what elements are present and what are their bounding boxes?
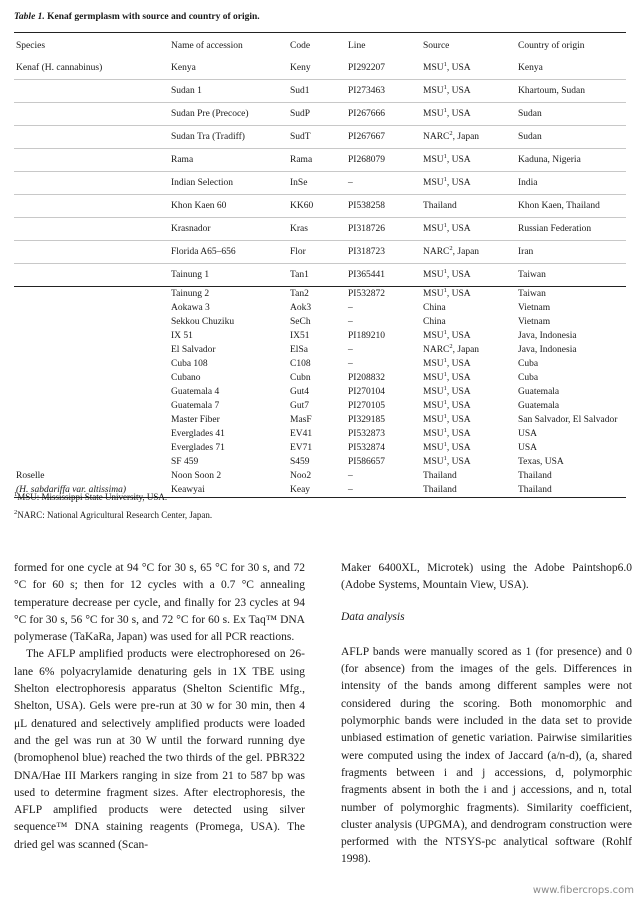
table-row	[14, 441, 626, 455]
name-cell: Rama	[169, 149, 288, 172]
species-cell	[14, 343, 169, 357]
code-cell: MasF	[290, 415, 312, 425]
country-cell: Khon Kaen, Thailand	[516, 195, 626, 218]
line-cell: PI292207	[346, 57, 421, 80]
table-row	[14, 195, 626, 218]
source-cell: MSU$^1$, USA	[423, 455, 471, 467]
source-cell: MSU$^1$, USA	[421, 218, 516, 241]
line-cell: PI273463	[346, 80, 421, 103]
table-label: Table 1.	[14, 12, 45, 22]
country-cell: San Salvador, El Salvador	[518, 415, 618, 425]
table-row	[14, 80, 626, 103]
name-cell: Sudan Tra (Tradiff)	[169, 126, 288, 149]
source-cell: MSU$^1$, USA	[421, 264, 516, 287]
code-cell: KK60	[288, 195, 346, 218]
name-cell: Aokawa 3	[171, 303, 210, 313]
table-row	[14, 149, 626, 172]
table-header-row	[14, 35, 626, 57]
line-cell: PI270104	[348, 387, 385, 397]
source-cell: China	[423, 303, 446, 313]
line-cell: PI270105	[348, 401, 385, 411]
name-cell: Cubano	[171, 373, 201, 383]
species-cell	[14, 264, 169, 287]
table-row	[14, 455, 626, 469]
code-cell: C108	[290, 359, 311, 369]
source-cell: MSU$^1$, USA	[423, 371, 471, 383]
country-cell: Kenya	[516, 57, 626, 80]
header-line: Line	[348, 41, 366, 51]
species-cell	[14, 385, 169, 399]
species-cell	[14, 80, 169, 103]
country-cell: Texas, USA	[518, 457, 564, 467]
name-cell: Cuba 108	[171, 359, 208, 369]
source-cell: MSU$^1$, USA	[421, 80, 516, 103]
table-row	[14, 371, 626, 385]
country-cell: USA	[518, 443, 538, 453]
table-row	[14, 264, 626, 287]
code-cell: Sud1	[288, 80, 346, 103]
code-cell: Cubn	[290, 373, 311, 383]
name-cell: Khon Kaen 60	[169, 195, 288, 218]
species-cell	[14, 357, 169, 371]
paragraph-pcr: formed for one cycle at 94 °C for 30 s, 65 °C for 30 s, and 72 °C for 60 s; then for 12 cycles with a 0.7 °C annealing temperature decrease per cycle, and finally for 23 cycles at 94 °C for 30 s, 56 °C for 30 s, and 72 °C for 60 s. Ex Taq™ DNA polymerase (TaKaRa, Japan) was used for all PCR reactions.	[14, 562, 305, 644]
code-cell: Rama	[288, 149, 346, 172]
source-cell: MSU$^1$, USA	[423, 441, 471, 453]
country-cell: Vietnam	[518, 303, 551, 313]
table-row	[14, 301, 626, 315]
table-top-rule	[14, 32, 626, 33]
table-row	[14, 103, 626, 126]
source-cell: China	[423, 317, 446, 327]
code-cell: ElSa	[290, 345, 308, 355]
watermark: www.fibercrops.com	[532, 885, 634, 896]
source-cell: MSU$^1$, USA	[423, 427, 471, 439]
source-cell: MSU$^1$, USA	[421, 149, 516, 172]
table-row	[14, 126, 626, 149]
species-cell	[14, 172, 169, 195]
table-row	[14, 343, 626, 357]
country-cell: Java, Indonesia	[518, 345, 577, 355]
country-cell: Iran	[516, 241, 626, 264]
code-cell: InSe	[288, 172, 346, 195]
source-cell: MSU$^1$, USA	[423, 286, 471, 299]
table-title: Kenaf germplasm with source and country of origin.	[47, 12, 260, 22]
species-cell	[14, 241, 169, 264]
name-cell: Tainung 1	[169, 264, 288, 287]
line-cell: PI318726	[346, 218, 421, 241]
name-cell: IX 51	[171, 331, 193, 341]
name-cell: Everglades 71	[171, 443, 225, 453]
species-cell	[14, 371, 169, 385]
paragraph-analysis: AFLP bands were manually scored as 1 (for presence) and 0 (for absence) from the images of the gels. Differences in intensity of the bands among different samples were not considered during the scoring. Both monomorphic and polymorphic bands were included in the data set to provide unbiased estimation of genetic variation. Pairwise similarities were computed using the index of Jaccard (a/n-d), (a, shared fragments between i and j accessions, d, polymorphic fragments absent in both the i and j accessions, and n, total number of polymorghic fragments). Similarity coefficient, cluster analysis (UPGMA), and dendrogram construction were performed with the NTSYS-pc analytical software (Rohlf 1998).	[341, 645, 632, 866]
code-cell: Kras	[288, 218, 346, 241]
line-cell: PI267666	[346, 103, 421, 126]
species-cell	[14, 413, 169, 427]
species-cell	[14, 329, 169, 343]
code-cell: EV71	[290, 443, 313, 453]
country-cell: Java, Indonesia	[518, 331, 577, 341]
species-cell	[14, 149, 169, 172]
header-code: Code	[290, 41, 311, 51]
country-cell: Sudan	[516, 103, 626, 126]
code-cell: EV41	[290, 429, 313, 439]
line-cell: PI268079	[346, 149, 421, 172]
source-cell: MSU$^1$, USA	[423, 357, 471, 369]
line-cell: PI586657	[348, 457, 385, 467]
code-cell: Aok3	[290, 303, 312, 313]
source-cell: Thailand	[421, 483, 516, 498]
table-row	[14, 399, 626, 413]
line-cell: PI538258	[346, 195, 421, 218]
country-cell: Thailand	[518, 471, 552, 481]
name-cell: Krasnador	[169, 218, 288, 241]
source-cell: MSU$^1$, USA	[423, 329, 471, 341]
species-cell	[14, 315, 169, 329]
line-cell: –	[346, 483, 421, 498]
code-cell: Keny	[288, 57, 346, 80]
source-cell: MSU$^1$, USA	[421, 103, 516, 126]
name-cell: Guatemala 4	[171, 387, 220, 397]
code-cell: Flor	[288, 241, 346, 264]
footnote-2: $^2$NARC: National Agricultural Research Center, Japan.	[14, 509, 213, 520]
table-row	[14, 287, 626, 302]
table-row	[14, 57, 626, 80]
footnote-1: $^1$MSU: Mississippi State University, USA.	[14, 491, 168, 502]
line-cell: –	[348, 345, 353, 355]
source-cell: NARC$^2$, Japan	[423, 343, 480, 355]
species-cell	[14, 455, 169, 469]
code-cell: Gut7	[290, 401, 309, 411]
line-cell: –	[348, 471, 353, 481]
code-cell: SeCh	[290, 317, 311, 327]
name-cell: Tainung 2	[171, 289, 210, 299]
country-cell: India	[516, 172, 626, 195]
name-cell: Master Fiber	[171, 415, 220, 425]
table-body	[14, 57, 626, 498]
line-cell: PI532872	[348, 289, 385, 299]
name-cell: El Salvador	[171, 345, 216, 355]
table-row	[14, 469, 626, 483]
name-cell: Indian Selection	[169, 172, 288, 195]
code-cell: IX51	[290, 331, 310, 341]
name-cell: Kenya	[169, 57, 288, 80]
name-cell: Sudan Pre (Precoce)	[169, 103, 288, 126]
species-cell	[14, 218, 169, 241]
table-row	[14, 218, 626, 241]
country-cell: Thailand	[516, 483, 626, 498]
paragraph-electrophoresis: The AFLP amplified products were electrophoresed on 26-lane 6% polyacrylamide denaturing gels in 1X TBE using Shelton electrophoresis apparatus (Shelton Scientific Mfg., Shelton, USA). Gels were pre-run at 30 w for 30 min, then 4 μL denatured and selectively amplified products were loaded and the gel was run at 30 W until the forward running dye (bromophenol blue) reached the two thirds of the gel. PBR322 DNA/Hae III Markers ranging in size from 21 to 587 bp was used to determine fragment sizes. After electrophoresis, the AFLP amplified products were detected using silver sequence™ DNA staining reagents (Promega, USA). The dried gel was scanned (Scan-	[14, 648, 305, 851]
species-cell	[14, 427, 169, 441]
species-cell: (H. sabdariffa var. altissima)	[14, 483, 169, 498]
country-cell: Vietnam	[518, 317, 551, 327]
species-cell	[14, 301, 169, 315]
line-cell: PI532874	[348, 443, 385, 453]
line-cell: –	[346, 172, 421, 195]
species-cell	[14, 103, 169, 126]
table-row	[14, 413, 626, 427]
code-cell: S459	[290, 457, 310, 467]
line-cell: –	[348, 303, 353, 313]
line-cell: PI532873	[348, 429, 385, 439]
source-cell: NARC$^2$, Japan	[421, 126, 516, 149]
table-row	[14, 172, 626, 195]
code-cell: Keay	[288, 483, 346, 498]
table-row	[14, 385, 626, 399]
source-cell: NARC$^2$, Japan	[421, 241, 516, 264]
germplasm-table	[14, 35, 626, 498]
country-cell: Sudan	[516, 126, 626, 149]
line-cell: PI365441	[346, 264, 421, 287]
line-cell: PI329185	[348, 415, 385, 425]
country-cell: USA	[518, 429, 538, 439]
left-column	[14, 560, 305, 854]
table-row	[14, 241, 626, 264]
species-cell	[14, 287, 169, 302]
source-cell: Thailand	[421, 195, 516, 218]
source-cell: MSU$^1$, USA	[421, 172, 516, 195]
source-cell: MSU$^1$, USA	[423, 413, 471, 425]
source-cell: MSU$^1$, USA	[423, 399, 471, 411]
country-cell: Taiwan	[516, 264, 626, 287]
table-row	[14, 427, 626, 441]
table-caption	[14, 12, 260, 22]
header-name: Name of accession	[171, 41, 243, 51]
header-species: Species	[16, 41, 46, 51]
code-cell: Tan1	[288, 264, 346, 287]
table-row	[14, 315, 626, 329]
country-cell: Cuba	[518, 373, 539, 383]
line-cell: –	[348, 317, 353, 327]
species-cell	[14, 399, 169, 413]
line-cell: PI318723	[346, 241, 421, 264]
name-cell: SF 459	[171, 457, 199, 467]
name-cell: Noon Soon 2	[171, 471, 222, 481]
code-cell: Tan2	[290, 289, 309, 299]
species-cell	[14, 195, 169, 218]
species-cell	[14, 126, 169, 149]
source-cell: Thailand	[423, 471, 457, 481]
right-column	[341, 560, 632, 869]
code-cell: Gut4	[290, 387, 309, 397]
country-cell: Khartoum, Sudan	[516, 80, 626, 103]
country-cell: Guatemala	[518, 387, 560, 397]
species-cell: Kenaf (H. cannabinus)	[14, 57, 169, 80]
line-cell: PI208832	[348, 373, 385, 383]
species-cell: Roselle	[16, 471, 45, 481]
country-cell: Cuba	[518, 359, 539, 369]
country-cell: Kaduna, Nigeria	[516, 149, 626, 172]
table-row	[14, 357, 626, 371]
line-cell: –	[348, 359, 353, 369]
country-cell: Taiwan	[518, 289, 546, 299]
country-cell: Russian Federation	[516, 218, 626, 241]
name-cell: Sekkou Chuziku	[171, 317, 235, 327]
name-cell: Sudan 1	[169, 80, 288, 103]
source-cell: MSU$^1$, USA	[421, 57, 516, 80]
table-row	[14, 329, 626, 343]
code-cell: SudP	[288, 103, 346, 126]
name-cell: Everglades 41	[171, 429, 225, 439]
name-cell: Guatemala 7	[171, 401, 220, 411]
code-cell: Noo2	[290, 471, 312, 481]
species-cell	[14, 441, 169, 455]
country-cell: Guatemala	[518, 401, 560, 411]
line-cell: PI189210	[348, 331, 385, 341]
name-cell: Florida A65–656	[169, 241, 288, 264]
line-cell: PI267667	[346, 126, 421, 149]
source-cell: MSU$^1$, USA	[423, 385, 471, 397]
header-country: Country of origin	[518, 41, 585, 51]
section-heading: Data analysis	[341, 610, 405, 623]
name-cell: Keawyai	[169, 483, 288, 498]
header-source: Source	[423, 41, 450, 51]
code-cell: SudT	[288, 126, 346, 149]
paragraph-scanning: Maker 6400XL, Microtek) using the Adobe Paintshop6.0 (Adobe Systems, Mountain View, USA).	[341, 562, 632, 592]
